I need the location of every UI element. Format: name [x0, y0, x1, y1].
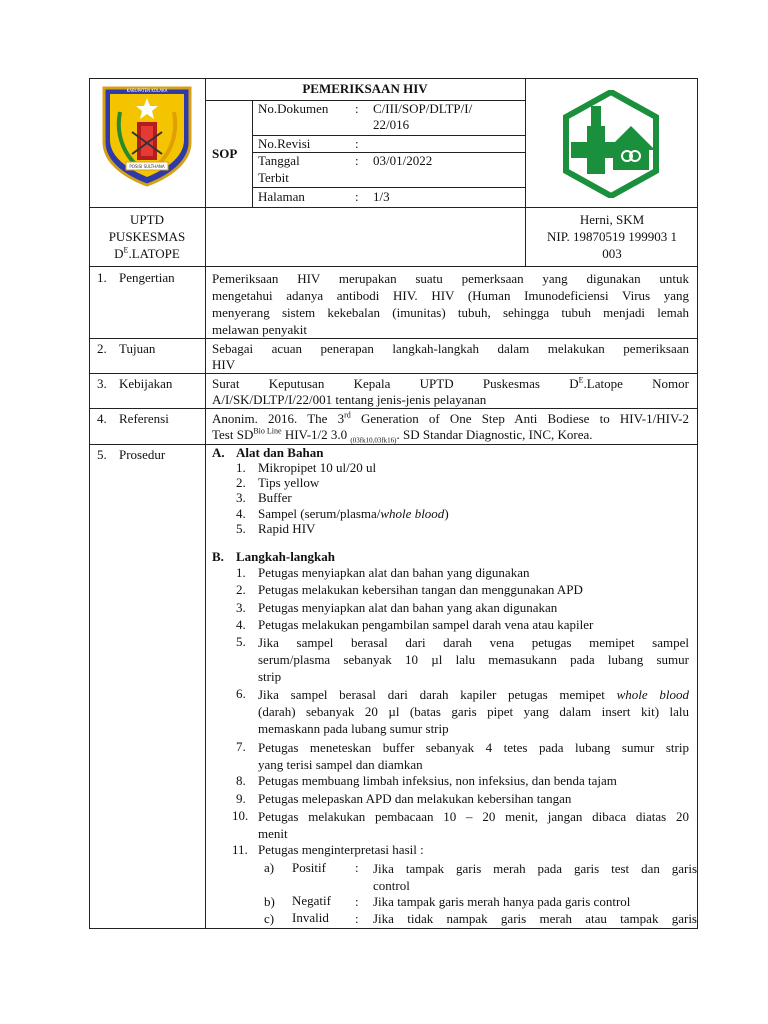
- meta-label-no-dokumen: No.Dokumen: [258, 101, 329, 116]
- interp-text: Jika tampak garis merah hanya pada garis control: [373, 894, 631, 909]
- list-num: 3.: [236, 490, 246, 505]
- text-line: Petugas melakukan pembacaan 10 – 20 menit, jangan dibaca diatas 20: [258, 809, 689, 824]
- divider: [89, 207, 698, 208]
- text-line: Petugas meneteskan buffer sebanyak 4 tetes pada lubang sumur strip: [258, 740, 689, 755]
- meta-value-no-dokumen: C/III/SOP/DLTP/I/: [373, 101, 473, 116]
- langkah-title: Langkah-langkah: [236, 549, 335, 564]
- svg-text:POSISI SULTHANA: POSISI SULTHANA: [129, 164, 165, 169]
- step-num: 4.: [236, 617, 246, 632]
- text-line: mengetahui adanya antibodi HIV. HIV (Human Imunodeficiensi Virus yang: [212, 288, 689, 303]
- text-line: Jika tidak nampak garis merah atau tampak garis: [373, 911, 697, 926]
- text-line: strip: [258, 669, 282, 684]
- list-item: Sampel (serum/plasma/whole blood): [258, 506, 449, 521]
- alat-letter: A.: [212, 445, 225, 460]
- text-line: melawan penyakit: [212, 322, 307, 337]
- step-num: 9.: [236, 791, 246, 806]
- meta-label-terbit: Terbit: [258, 170, 289, 185]
- list-num: 2.: [236, 475, 246, 490]
- interp-letter: a): [264, 860, 275, 875]
- divider: [205, 78, 206, 266]
- tujuan-text: [212, 341, 689, 373]
- text-line: yang terisi sampel dan diamkan: [258, 757, 423, 772]
- text-line: Sebagai acuan penerapan langkah-langkah dalam melakukan pemeriksaan: [212, 341, 689, 356]
- meta-value-halaman: 1/3: [373, 189, 390, 204]
- list-item: Rapid HIV: [258, 521, 316, 536]
- list-item: Tips yellow: [258, 475, 320, 490]
- text-line: Test $SD^{Bio Line}$ HIV-1/2 3.0 $_{(03fk10,03fk16)}$. SD Standar Diagnostic, INC, Korea.: [212, 426, 593, 445]
- divider: [252, 187, 525, 188]
- step-text: [258, 808, 689, 842]
- interp-colon: :: [355, 894, 359, 909]
- step-text: [258, 634, 689, 685]
- step-text: [258, 686, 689, 737]
- step-num: 11.: [232, 842, 248, 857]
- step-num: 1.: [236, 565, 246, 580]
- step-num: 8.: [236, 773, 246, 788]
- interp-letter: c): [264, 911, 275, 926]
- divider: [89, 408, 698, 409]
- section-num: 4.: [97, 411, 107, 426]
- section-label-prosedur: Prosedur: [119, 447, 166, 462]
- langkah-letter: B.: [212, 549, 224, 564]
- divider: [252, 100, 253, 207]
- text-line: (darah) sebanyak 20 µl (batas garis pipet yang dalam insert kit) lalu: [258, 704, 689, 719]
- interp-key: Invalid: [292, 910, 329, 925]
- signer-name: Herni, SKM: [579, 212, 645, 227]
- step-num: 2.: [236, 582, 246, 597]
- step-text: Petugas melakukan kebersihan tangan dan menggunakan APD: [258, 582, 583, 597]
- divider: [89, 266, 698, 267]
- kebijakan-text: [212, 376, 689, 408]
- org-line3: $D^E.LATOPE$: [114, 245, 180, 261]
- step-text: Petugas menginterpretasi hasil :: [258, 842, 424, 857]
- interp-colon: :: [355, 860, 359, 875]
- table-border-top: [89, 78, 697, 79]
- divider: [89, 373, 698, 374]
- interp-key: Negatif: [292, 893, 331, 908]
- table-border-bottom: [89, 928, 698, 929]
- step-text: Petugas membuang limbah infeksius, non infeksius, dan benda tajam: [258, 773, 617, 788]
- text-line: Jika sampel berasal dari darah vena petugas memipet sampel: [258, 635, 689, 650]
- list-num: 4.: [236, 506, 246, 521]
- step-text: Petugas menyiapkan alat dan bahan yang akan digunakan: [258, 600, 558, 615]
- step-num: 5.: [236, 634, 246, 649]
- meta-label-no-revisi: No.Revisi: [258, 136, 311, 151]
- section-label-kebijakan: Kebijakan: [119, 376, 173, 391]
- step-num: 10.: [232, 808, 249, 823]
- interp-key: Positif: [292, 860, 326, 875]
- signer-nip-cont: 003: [602, 246, 622, 261]
- table-border-left: [89, 78, 90, 929]
- meta-colon: :: [355, 101, 359, 116]
- meta-label-tanggal: Tanggal: [258, 153, 300, 168]
- meta-colon: :: [355, 136, 359, 151]
- meta-value-tanggal: 03/01/2022: [373, 153, 433, 168]
- section-label-tujuan: Tujuan: [119, 341, 156, 356]
- text-line: Anonim. 2016. The 3rd Generation of One Step Anti Bodiese to HIV-1/HIV-2: [212, 410, 689, 426]
- interp-letter: b): [264, 894, 275, 909]
- step-text: [258, 739, 689, 773]
- list-item: Mikropipet 10 ul/20 ul: [258, 460, 377, 475]
- step-text: Petugas menyiapkan alat dan bahan yang digunakan: [258, 565, 530, 580]
- step-num: 6.: [236, 686, 246, 701]
- text-line: HIV: [212, 357, 236, 372]
- text-line: Pemeriksaan HIV merupakan suatu pemerksaan yang digunakan untuk: [212, 271, 689, 286]
- text-line: A/I/SK/DLTP/I/22/001 tentang jenis-jenis pelayanan: [212, 392, 487, 407]
- divider: [205, 100, 525, 101]
- text-line: memaskann pada lubang sumur strip: [258, 721, 449, 736]
- section-num: 2.: [97, 341, 107, 356]
- section-label-referensi: Referensi: [119, 411, 169, 426]
- interp-colon: :: [355, 911, 359, 926]
- step-num: 7.: [236, 739, 246, 754]
- section-num: 3.: [97, 376, 107, 391]
- meta-colon: :: [355, 189, 359, 204]
- kabupaten-logo: [96, 82, 198, 187]
- section-num: 5.: [97, 447, 107, 462]
- signer-nip: NIP. 19870519 199903 1: [546, 229, 677, 244]
- meta-colon: :: [355, 153, 359, 168]
- document-title: PEMERIKSAAN HIV: [302, 81, 428, 96]
- text-line: menit: [258, 826, 288, 841]
- alat-title: Alat dan Bahan: [236, 445, 324, 460]
- referensi-text: [212, 411, 689, 443]
- section-label-pengertian: Pengertian: [119, 270, 175, 285]
- divider: [205, 266, 206, 929]
- meta-label-halaman: Halaman: [258, 189, 305, 204]
- step-num: 3.: [236, 600, 246, 615]
- org-line2: PUSKESMAS: [108, 229, 186, 244]
- step-text: Petugas melakukan pengambilan sampel darah vena atau kapiler: [258, 617, 594, 632]
- meta-value-no-dokumen-cont: 22/016: [373, 117, 410, 132]
- pengertian-text: [212, 270, 689, 338]
- text-line: menyerang sistem kekebalan (imunitas) tubuh, sehingga tubuh menjadi lemah: [212, 305, 689, 320]
- list-num: 5.: [236, 521, 246, 536]
- interp-text: [373, 860, 697, 894]
- list-item: Buffer: [258, 490, 292, 505]
- text-line: control: [373, 878, 410, 893]
- sop-label: SOP: [212, 146, 238, 161]
- divider: [89, 338, 698, 339]
- interp-text: [373, 911, 697, 928]
- puskesmas-logo: [563, 90, 659, 198]
- table-border-right: [697, 78, 698, 929]
- text-line: Surat Keputusan Kepala UPTD Puskesmas $D^E.Latope$ Nomor: [212, 375, 689, 391]
- text-line: serum/plasma sebanyak 10 µl lalu memasukann pada lubang sumur: [258, 652, 689, 667]
- text-line: Jika sampel berasal dari darah kapiler petugas memipet whole blood: [258, 687, 689, 702]
- org-line1: UPTD: [130, 212, 164, 227]
- section-num: 1.: [97, 270, 107, 285]
- svg-text:KABUPATEN KOLAKA: KABUPATEN KOLAKA: [126, 88, 168, 93]
- list-num: 1.: [236, 460, 246, 475]
- step-text: Petugas melepaskan APD dan melakukan kebersihan tangan: [258, 791, 572, 806]
- text-line: Jika tampak garis merah pada garis test dan garis: [373, 861, 697, 876]
